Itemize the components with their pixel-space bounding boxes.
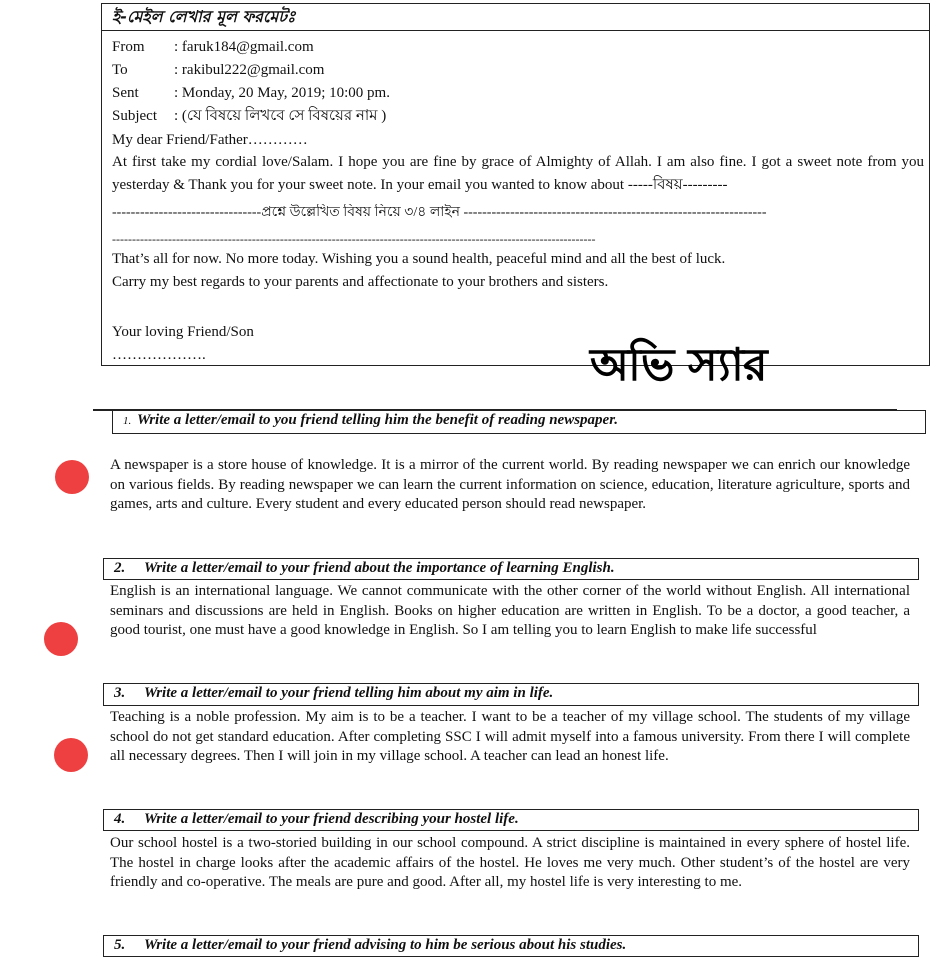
marker-dot: [54, 738, 88, 772]
email-format-box: [101, 3, 930, 366]
signature-line: ……………….: [112, 347, 206, 363]
closing-line-2: Carry my best regards to your parents and affectionate to your brothers and sisters.: [112, 274, 609, 290]
marker-dot: [44, 622, 78, 656]
sent-value: : Monday, 20 May, 2019; 10:00 pm.: [174, 85, 390, 101]
answer-2: English is an international language. We cannot communicate with the other corner of the world without English. All international seminars and discussions are held in English. Books on higher education are written in English. To be a doctor, a good teacher, a good tourist, one must have a good knowledge in English. So I am telling you to learn English to make life successful: [110, 583, 910, 638]
format-body-placeholder: --------------------------------প্রশ্নে উল্লেখিত বিষয় নিয়ে ৩/৪ লাইন -----------------------------------------------------------------: [112, 205, 767, 220]
format-body-text: At first take my cordial love/Salam. I hope you are fine by grace of Almighty of Allah. I am also fine. I got a sweet note from you yesterday & Thank you for your sweet note. In your email you wanted to know about -----বিষয়---------: [112, 154, 924, 193]
sent-label: Sent: [112, 85, 139, 101]
from-row: [112, 38, 314, 56]
answer-3: Teaching is a noble profession. My aim is to be a teacher. I want to be a teacher of my village school. The students of my village school do not get standard education. After completing SSC I will admit myself into a famous university. From there I will complete all necessary degrees. Then I will join in my village school. A teacher can lead an honest life.: [110, 709, 910, 764]
question-1-title: Write a letter/email to you friend telling him the benefit of reading newspaper.: [137, 412, 618, 428]
question-3-box: [103, 683, 919, 706]
greeting: My dear Friend/Father…………: [112, 132, 308, 148]
to-value: : rakibul222@gmail.com: [174, 62, 325, 78]
question-3-number: 3.: [114, 685, 126, 701]
question-2-number: 2.: [114, 560, 126, 576]
from-label: From: [112, 39, 145, 55]
question-1-number: 1.: [123, 415, 132, 427]
question-1-box: [112, 410, 926, 434]
question-5-title: Write a letter/email to your friend advising to him be serious about his studies.: [144, 937, 627, 953]
format-body-dashes: -------------------------------------------------------------------------------------------------------------------------: [112, 232, 596, 246]
watermark-logo: অভি স্যার: [590, 338, 767, 391]
format-title: ই-মেইল লেখার মূল ফরমেটঃ: [102, 4, 929, 31]
question-2-box: [103, 558, 919, 580]
signoff: Your loving Friend/Son: [112, 324, 254, 340]
question-5-number: 5.: [114, 937, 126, 953]
question-2-title: Write a letter/email to your friend about the importance of learning English.: [144, 560, 615, 576]
question-4-number: 4.: [114, 811, 126, 827]
question-4-box: [103, 809, 919, 831]
sent-row: [112, 84, 390, 102]
question-3-title: Write a letter/email to your friend telling him about my aim in life.: [144, 685, 554, 701]
to-row: [112, 61, 324, 79]
subject-row: [112, 107, 386, 125]
closing-line-1: That’s all for now. No more today. Wishing you a sound health, peaceful mind and all the best of luck.: [112, 251, 726, 267]
answer-4: Our school hostel is a two-storied building in our school compound. A strict discipline is maintained in every sphere of hostel life. The hostel in charge looks after the academic affairs of the hostel. He loves me very much. Other student’s of the hostel are very friendly and co-operative. The meals are pure and good. After all, my hostel life is very interesting to me.: [110, 835, 910, 890]
question-4-title: Write a letter/email to your friend describing your hostel life.: [144, 811, 519, 827]
subject-value: : (যে বিষয়ে লিখবে সে বিষয়ের নাম ): [174, 108, 387, 124]
marker-dot: [55, 460, 89, 494]
subject-label: Subject: [112, 108, 157, 124]
question-5-box: [103, 935, 919, 957]
from-value: : faruk184@gmail.com: [174, 39, 314, 55]
to-label: To: [112, 62, 128, 78]
answer-1: A newspaper is a store house of knowledge. It is a mirror of the current world. By reading newspaper we can enrich our knowledge on various fields. By reading newspaper we can learn the current information on science, education, literature agriculture, sports and games, arts and culture. Every student and every educated person should read newspaper.: [110, 457, 910, 512]
